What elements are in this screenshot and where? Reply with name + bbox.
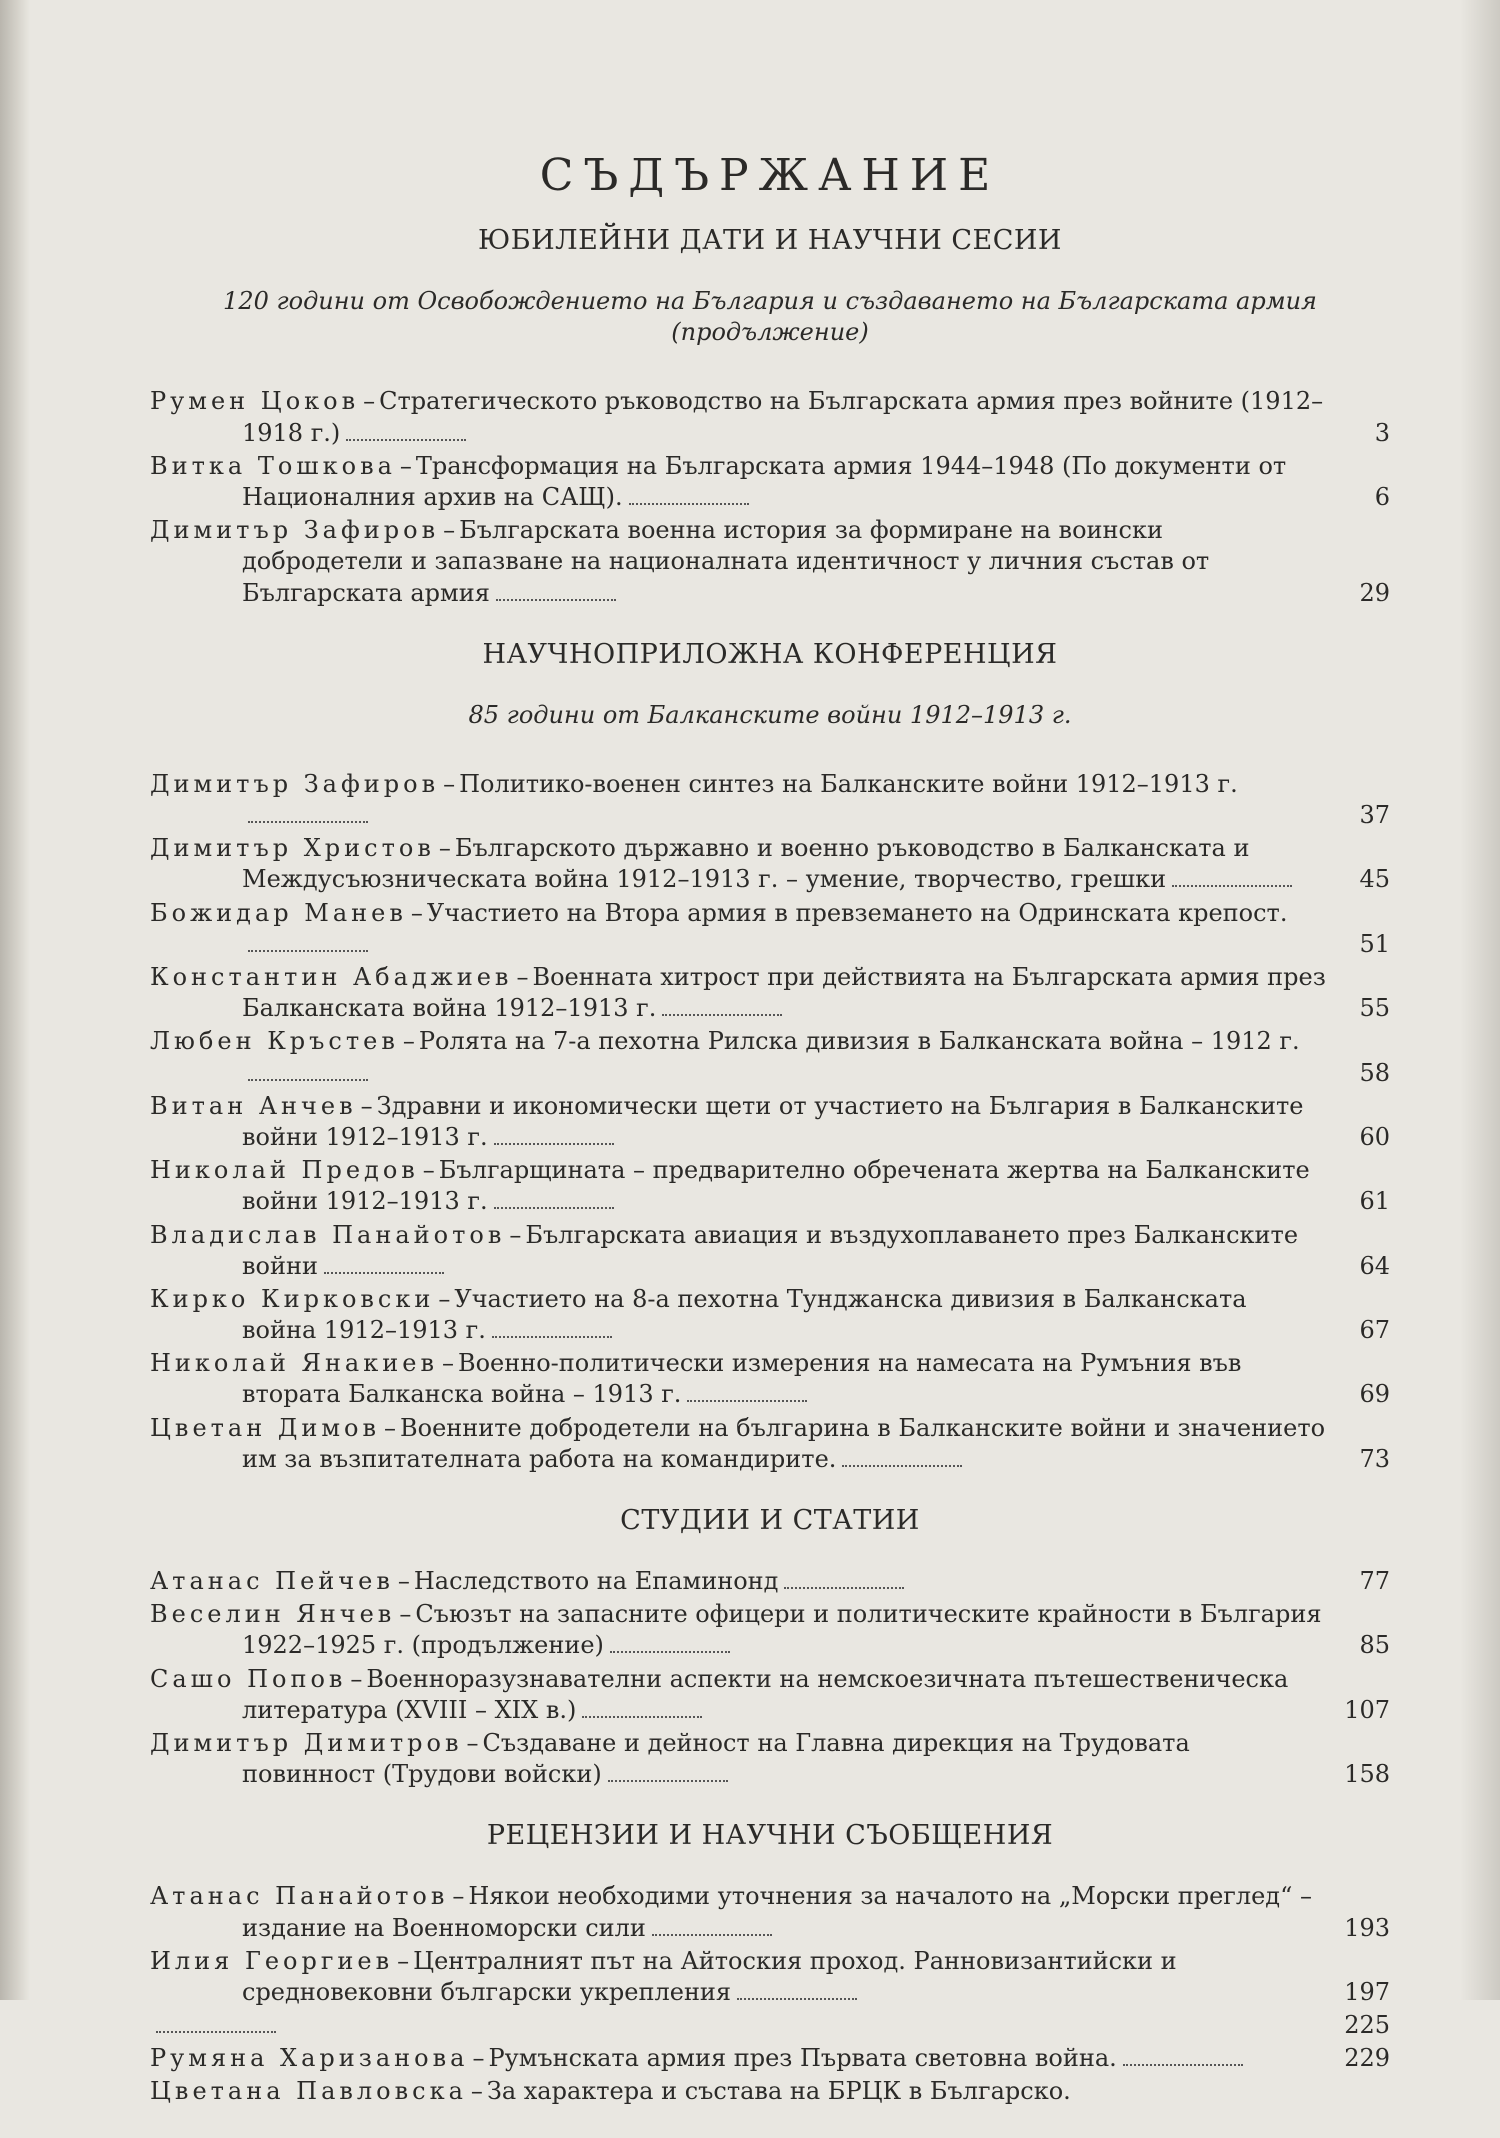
toc-entry[interactable] [150, 1599, 1390, 1661]
toc-entry[interactable] [150, 1155, 1390, 1217]
toc-entry[interactable] [150, 962, 1390, 1024]
entry-page-number: 69 [1359, 1380, 1390, 1409]
entry-dash: – [399, 451, 412, 480]
toc-entry[interactable] [150, 386, 1390, 448]
toc-entry[interactable] [150, 515, 1390, 609]
entry-dash: – [422, 1156, 435, 1185]
toc-entry[interactable] [150, 1026, 1390, 1088]
entry-title: Съюзът на запасните офицери и политическите крайности в България 1922–1925 г. (продължение) [242, 1600, 1322, 1660]
toc-entry[interactable] [150, 1881, 1390, 1943]
entry-author: Божидар Манев [150, 898, 407, 927]
entry-title: Здравни и икономически щети от участието на България в Балканските войни 1912–1913 г. [242, 1091, 1304, 1151]
entry-author: Атанас Панайотов [150, 1882, 449, 1911]
entry-page-number: 225 [1344, 2011, 1390, 2040]
toc-entry[interactable] [150, 451, 1390, 513]
toc-entry[interactable] [150, 1091, 1390, 1153]
entry-page-number: 85 [1359, 1631, 1390, 1660]
entry-title: Централният път на Айтоския проход. Ранновизантийски и средновековни български укрепления [242, 1946, 1177, 2006]
entry-dash: – [397, 1946, 410, 1975]
entry-dash: – [384, 1413, 396, 1442]
section-heading: ЮБИЛЕЙНИ ДАТИ И НАУЧНИ СЕСИИ [478, 225, 1062, 256]
page-title: СЪДЪРЖАНИЕ [539, 150, 1001, 201]
leader-dots [842, 1464, 962, 1467]
toc-entry[interactable] [150, 1728, 1390, 1790]
entry-author: Кирко Кирковски [150, 1284, 435, 1313]
entry-author: Николай Предов [150, 1156, 419, 1185]
entry-title: Някои необходими уточнения за началото на „Морски преглед“ – издание на Военноморски сили [242, 1882, 1312, 1942]
entry-dash: – [443, 769, 456, 798]
entry-author: Владислав Панайотов [150, 1220, 506, 1249]
entry-author: Цветана Павловска [150, 2077, 467, 2106]
entry-author: Димитър Христов [150, 834, 435, 863]
entry-page-number: 3 [1374, 418, 1390, 447]
leader-dots [346, 438, 466, 441]
entry-author: Димитър Димитров [150, 1728, 463, 1757]
toc-entry[interactable] [150, 2043, 1390, 2074]
leader-dots [248, 949, 368, 952]
entry-page-number: 158 [1344, 1760, 1390, 1789]
entry-page-number: 58 [1359, 1058, 1390, 1087]
entry-title: Военно-политически измерения на намесата на Румъния във втората Балканска война – 1913 г. [242, 1349, 1242, 1409]
entry-page-number: 6 [1374, 482, 1390, 511]
toc-entry[interactable] [150, 1664, 1390, 1726]
entry-dash: – [402, 1027, 415, 1056]
leader-dots [494, 1206, 614, 1209]
entry-title: Политико-военен синтез на Балканските войни 1912–1913 г. [459, 769, 1238, 798]
entry-dash: – [466, 1728, 479, 1757]
leader-dots [629, 502, 749, 505]
entry-author: Любен Кръстев [150, 1027, 399, 1056]
leader-dots [662, 1013, 782, 1016]
leader-dots [248, 820, 368, 823]
toc-entry[interactable] [150, 1220, 1390, 1282]
entry-author: Димитър Зафиров [150, 516, 440, 545]
entry-page-number: 37 [1359, 801, 1390, 830]
toc-entry[interactable] [150, 2010, 1390, 2041]
leader-dots [687, 1399, 807, 1402]
leader-dots [494, 1142, 614, 1145]
entry-page-number: 73 [1359, 1444, 1390, 1473]
entry-dash: – [452, 1882, 465, 1911]
entry-page-number: 45 [1359, 865, 1390, 894]
toc-entry[interactable] [150, 2076, 1390, 2107]
entry-page-number: 107 [1344, 1695, 1390, 1724]
entry-author: Витка Тошкова [150, 451, 396, 480]
leader-dots [652, 1933, 772, 1936]
toc-section [150, 1505, 1390, 1790]
entry-author: Илия Георгиев [150, 1946, 394, 1975]
entry-dash: – [399, 1600, 412, 1629]
entry-page-number: 61 [1359, 1187, 1390, 1216]
entry-title: Трансформация на Българската армия 1944–1948 (По документи от Националния архив на САЩ). [242, 451, 1287, 511]
leader-dots [324, 1271, 444, 1274]
entry-author: Димитър Зафиров [150, 769, 440, 798]
entry-page-number: 60 [1359, 1122, 1390, 1151]
entry-author: Румен Цоков [150, 387, 360, 416]
entry-author: Константин Абаджиев [150, 963, 513, 991]
leader-dots [496, 598, 616, 601]
entry-title: Българското държавно и военно ръководство в Балканската и Междусъюзническата война 1912–1913 г. – умение, творчество, грешки [242, 834, 1250, 894]
entry-author: Николай Янакиев [150, 1349, 438, 1378]
entry-dash: – [441, 1349, 454, 1378]
toc-entry[interactable] [150, 769, 1390, 831]
entry-title: Стратегическото ръководство на Българската армия през войните (1912–1918 г.) [242, 387, 1324, 447]
entry-page-number: 51 [1359, 929, 1390, 958]
leader-dots [737, 1997, 857, 2000]
toc-page [150, 150, 1390, 2138]
entry-title: Военноразузнавателни аспекти на немскоезичната пътешественическа литература (XVIII – XIX в.) [242, 1664, 1289, 1724]
toc-sections [150, 225, 1390, 2108]
toc-entry[interactable] [150, 1348, 1390, 1410]
toc-entry[interactable] [150, 1413, 1390, 1475]
entry-dash: – [438, 1284, 451, 1313]
entry-title: Участието на 8-а пехотна Тунджанска дивизия в Балканската война 1912–1913 г. [242, 1284, 1247, 1345]
entry-page-number: 197 [1344, 1977, 1390, 2006]
toc-entry[interactable] [150, 833, 1390, 895]
entry-dash: – [438, 834, 451, 863]
leader-dots [582, 1715, 702, 1718]
entry-dash: – [516, 963, 529, 991]
entry-page-number: 229 [1344, 2044, 1390, 2073]
entry-title: Военните добродетели на българина в Балканските войни и значението им за възпитателната работа на командирите. [242, 1413, 1326, 1473]
entry-dash: – [397, 1567, 410, 1595]
entry-title: Участието на Втора армия в превземането на Одринската крепост. [426, 898, 1288, 927]
leader-dots [156, 2030, 276, 2033]
section-heading: РЕЦЕНЗИИ И НАУЧНИ СЪОБЩЕНИЯ [486, 1820, 1054, 1852]
leader-dots [1172, 884, 1292, 887]
entry-dash: – [350, 1664, 363, 1693]
entry-page-number: 29 [1359, 578, 1390, 607]
entry-dash: – [443, 516, 456, 545]
entry-author: Румяна Харизанова [150, 2044, 469, 2073]
entry-author: Сашо Попов [150, 1664, 347, 1693]
toc-entry[interactable] [150, 1284, 1390, 1346]
leader-dots [248, 1078, 368, 1081]
entry-author: Витан Анчев [150, 1091, 357, 1120]
entry-page-number: 77 [1359, 1567, 1390, 1595]
entry-title: Българската военна история за формиране на воински добродетели и запазване на националната идентичност у личния състав от Българската армия [242, 516, 1210, 607]
leader-dots [1123, 2063, 1243, 2066]
leader-dots [784, 1586, 904, 1589]
entry-page-number: 64 [1359, 1251, 1390, 1280]
toc-section [150, 639, 1390, 1475]
entry-author: Атанас Пейчев [150, 1567, 394, 1595]
entry-title: Румънската армия през Първата световна война. [488, 2044, 1117, 2073]
section-heading: СТУДИИ И СТАТИИ [620, 1505, 920, 1536]
toc-entry[interactable] [150, 898, 1390, 960]
entry-title: Ролята на 7-а пехотна Рилска дивизия в Балканската война – 1912 г. [418, 1027, 1300, 1056]
entry-author: Цветан Димов [150, 1413, 380, 1442]
entry-dash: – [410, 898, 423, 927]
entry-dash: – [470, 2077, 483, 2106]
entry-page-number: 67 [1359, 1316, 1390, 1345]
section-heading: НАУЧНОПРИЛОЖНА КОНФЕРЕНЦИЯ [482, 638, 1058, 670]
entry-dash: – [363, 387, 376, 416]
entry-page-number: 193 [1344, 1913, 1390, 1942]
toc-entry[interactable] [150, 1566, 1390, 1597]
entry-title: Наследството на Епаминонд [413, 1567, 779, 1595]
leader-dots [608, 1779, 728, 1782]
toc-section [150, 1820, 1390, 2107]
leader-dots [492, 1335, 612, 1338]
entry-author: Веселин Янчев [150, 1600, 396, 1629]
entry-dash: – [509, 1220, 522, 1249]
entry-title: За характера и състава на БРЦК в Българско. [486, 2077, 1071, 2106]
section-subheading: 120 години от Освобождението на България и създаването на Българската армия (продължение) [223, 287, 1317, 347]
entry-title: Българщината – предварително обречената жертва на Балканските войни 1912–1913 г. [242, 1156, 1310, 1216]
entry-page-number: 55 [1359, 994, 1390, 1023]
page-shadow [1460, 0, 1500, 2000]
toc-entry[interactable] [150, 1946, 1390, 2008]
toc-section [150, 225, 1390, 609]
page-binding-edge [0, 0, 30, 2000]
leader-dots [610, 1650, 730, 1653]
section-subheading: 85 години от Балканските войни 1912–1913 г. [468, 700, 1072, 729]
entry-title: Създаване и дейност на Главна дирекция на Трудовата повинност (Трудови войски) [242, 1728, 1190, 1789]
entry-title: Военната хитрост при действията на Българската армия през Балканската война 1912–1913 г. [242, 963, 1326, 1023]
entry-title: Българската авиация и въздухоплаването през Балканските войни [242, 1220, 1299, 1280]
entry-dash: – [472, 2044, 485, 2073]
entry-dash: – [360, 1091, 373, 1120]
